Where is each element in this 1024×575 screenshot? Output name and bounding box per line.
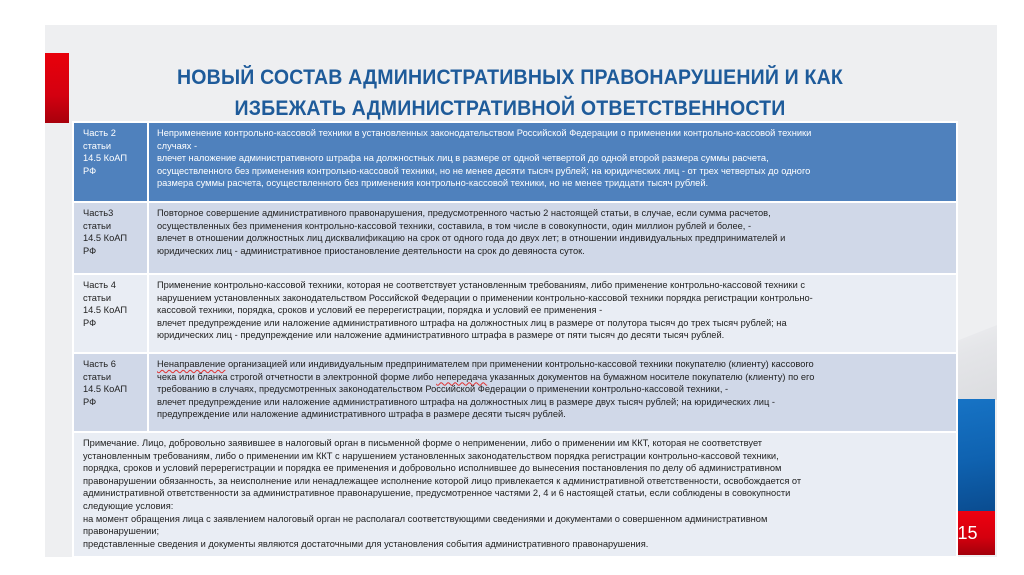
label-line: РФ xyxy=(83,165,97,176)
note-line: правонарушении; xyxy=(83,526,160,537)
note-line: порядка, сроков и условий перерегистрации и порядка ее применения и добровольно исполнившее до вынесения постановления по делу об административном xyxy=(83,463,782,474)
text-line: юридических лиц - предупреждение или наложение административного штрафа в размере от пяти тысяч до десяти тысяч рублей. xyxy=(157,330,725,341)
row-description xyxy=(148,353,957,432)
table-row-part-3 xyxy=(73,202,957,274)
label-line: 14.5 КоАП xyxy=(83,305,128,316)
note-line: правонарушении обязанность, за неисполнение или ненадлежащее исполнение которой лицо привлекается к административной ответственности, освобождается от xyxy=(83,475,802,486)
note-cell xyxy=(73,432,957,557)
spellcheck-marked-word: непередача xyxy=(436,371,488,382)
row-label xyxy=(73,274,148,353)
text-line: требованию в случаях, предусмотренных законодательством Российской Федерации о применении контрольно-кассовой техники, - xyxy=(157,384,729,395)
text-line: Неприменение контрольно-кассовой техники в установленных законодательством Российской Федерации о применении контрольно-кассовой техники xyxy=(157,128,812,138)
table-row-part-4 xyxy=(73,274,957,353)
table-row-note xyxy=(73,432,957,557)
label-line: Часть3 xyxy=(83,208,114,218)
text-line: влечет предупреждение или наложение административного штрафа на должностных лиц в размере двух тысяч рублей; на юридических лиц - xyxy=(157,396,775,407)
note-line: на момент обращения лица с заявлением налоговый орган не располагал соответствующими сведениями и документами о совершенном административном xyxy=(83,513,768,524)
text-line: нарушением установленных законодательством Российской Федерации о применении контрольно-кассовой техники порядка регистрации контрольно- xyxy=(157,292,813,303)
row-label xyxy=(73,353,148,432)
label-line: Часть 6 xyxy=(83,358,116,369)
label-line: статьи xyxy=(83,220,112,231)
note-line: установленным требованиям, либо о применении им ККТ с нарушением установленных законодательством порядка регистрации контрольно-кассовой техники, xyxy=(83,450,779,461)
row-label xyxy=(73,202,148,274)
text-line: предупреждение или наложение административного штрафа в размере десяти тысяч рублей. xyxy=(157,409,566,420)
label-line: 14.5 КоАП xyxy=(83,153,128,164)
title-line-2: ИЗБЕЖАТЬ АДМИНИСТРАТИВНОЙ ОТВЕТСТВЕННОСТИ xyxy=(234,97,786,120)
text-line: Повторное совершение административного правонарушения, предусмотренного частью 2 настоящей статьи, в случае, если сумма расчетов, xyxy=(157,208,771,218)
row-description xyxy=(148,122,957,202)
note-line: представленные сведения и документы являются достаточными для установления события административного правонарушения. xyxy=(83,538,649,549)
page-number: 15 xyxy=(957,522,978,543)
note-line: административной ответственности за административное правонарушение, предусмотренное частями 2, 4 и 6 настоящей статьи, если соблюдены в совокупности xyxy=(83,488,791,499)
violations-table xyxy=(72,121,958,558)
table-row-part-6 xyxy=(73,353,957,432)
label-line: РФ xyxy=(83,317,97,328)
label-line: статьи xyxy=(83,292,112,303)
label-line: статьи xyxy=(83,140,112,151)
row-label xyxy=(73,122,148,202)
text-line: Применение контрольно-кассовой техники, которая не соответствует установленным требованиям, либо применение контрольно-кассовой техники с xyxy=(157,280,805,290)
row-description xyxy=(148,202,957,274)
text-line: влечет в отношении должностных лиц дисквалификацию на срок от одного года до двух лет; в отношении индивидуальных предпринимателей и xyxy=(157,233,786,244)
note-line: следующие условия: xyxy=(83,500,174,511)
label-line: статьи xyxy=(83,371,112,382)
text-fragment: организацией или индивидуальным предпринимателем при применении контрольно-кассовой техники покупателю (клиенту) кассового xyxy=(225,358,814,369)
label-line: 14.5 КоАП xyxy=(83,233,128,244)
label-line: Часть 2 xyxy=(83,128,116,138)
slide-title xyxy=(101,62,919,124)
label-line: РФ xyxy=(83,245,97,256)
table-row-part-2 xyxy=(73,122,957,202)
text-line: юридических лиц - административное приостановление деятельности на срок до девяноста суток. xyxy=(157,245,585,256)
text-line xyxy=(157,371,948,384)
note-line: Примечание. Лицо, добровольно заявившее в налоговый орган в письменной форме о неприменении, либо о применении им ККТ, которая не соответствует xyxy=(83,437,763,448)
text-line: осуществленных без применения контрольно-кассовой техники, составила, в том числе в совокупности, один миллион рублей и более, - xyxy=(157,220,752,231)
text-fragment: чека или бланка строгой отчетности в электронной форме либо xyxy=(157,371,437,382)
text-line: случаях - xyxy=(157,140,198,151)
text-line: кассовой техники, порядка, сроков и условий ее перерегистрации, порядка и условий ее применения - xyxy=(157,305,603,316)
text-line xyxy=(157,358,948,371)
text-line: влечет наложение административного штрафа на должностных лиц в размере от одной четвертой до одной второй размера суммы расчета, xyxy=(157,153,769,164)
text-fragment: указанных документов на бумажном носителе покупателю (клиенту) по его xyxy=(487,371,815,382)
text-line: размера суммы расчета, осуществленного без применения контрольно-кассовой техники, но не менее тридцати тысяч рублей. xyxy=(157,178,709,189)
title-line-1: НОВЫЙ СОСТАВ АДМИНИСТРАТИВНЫХ ПРАВОНАРУШЕНИЙ И КАК xyxy=(176,66,844,89)
label-line: 14.5 КоАП xyxy=(83,384,128,395)
spellcheck-marked-word: Ненаправление xyxy=(157,358,226,369)
label-line: Часть 4 xyxy=(83,280,116,290)
red-accent-bar xyxy=(45,53,69,123)
row-description xyxy=(148,274,957,353)
text-line: осуществленного без применения контрольно-кассовой техники, но не менее десяти тысяч рублей; на юридических лиц - от трех четвертых до одного xyxy=(157,165,811,176)
label-line: РФ xyxy=(83,396,97,407)
text-line: влечет предупреждение или наложение административного штрафа на должностных лиц в размере от полутора тысяч до трех тысяч рублей; на xyxy=(157,317,787,328)
